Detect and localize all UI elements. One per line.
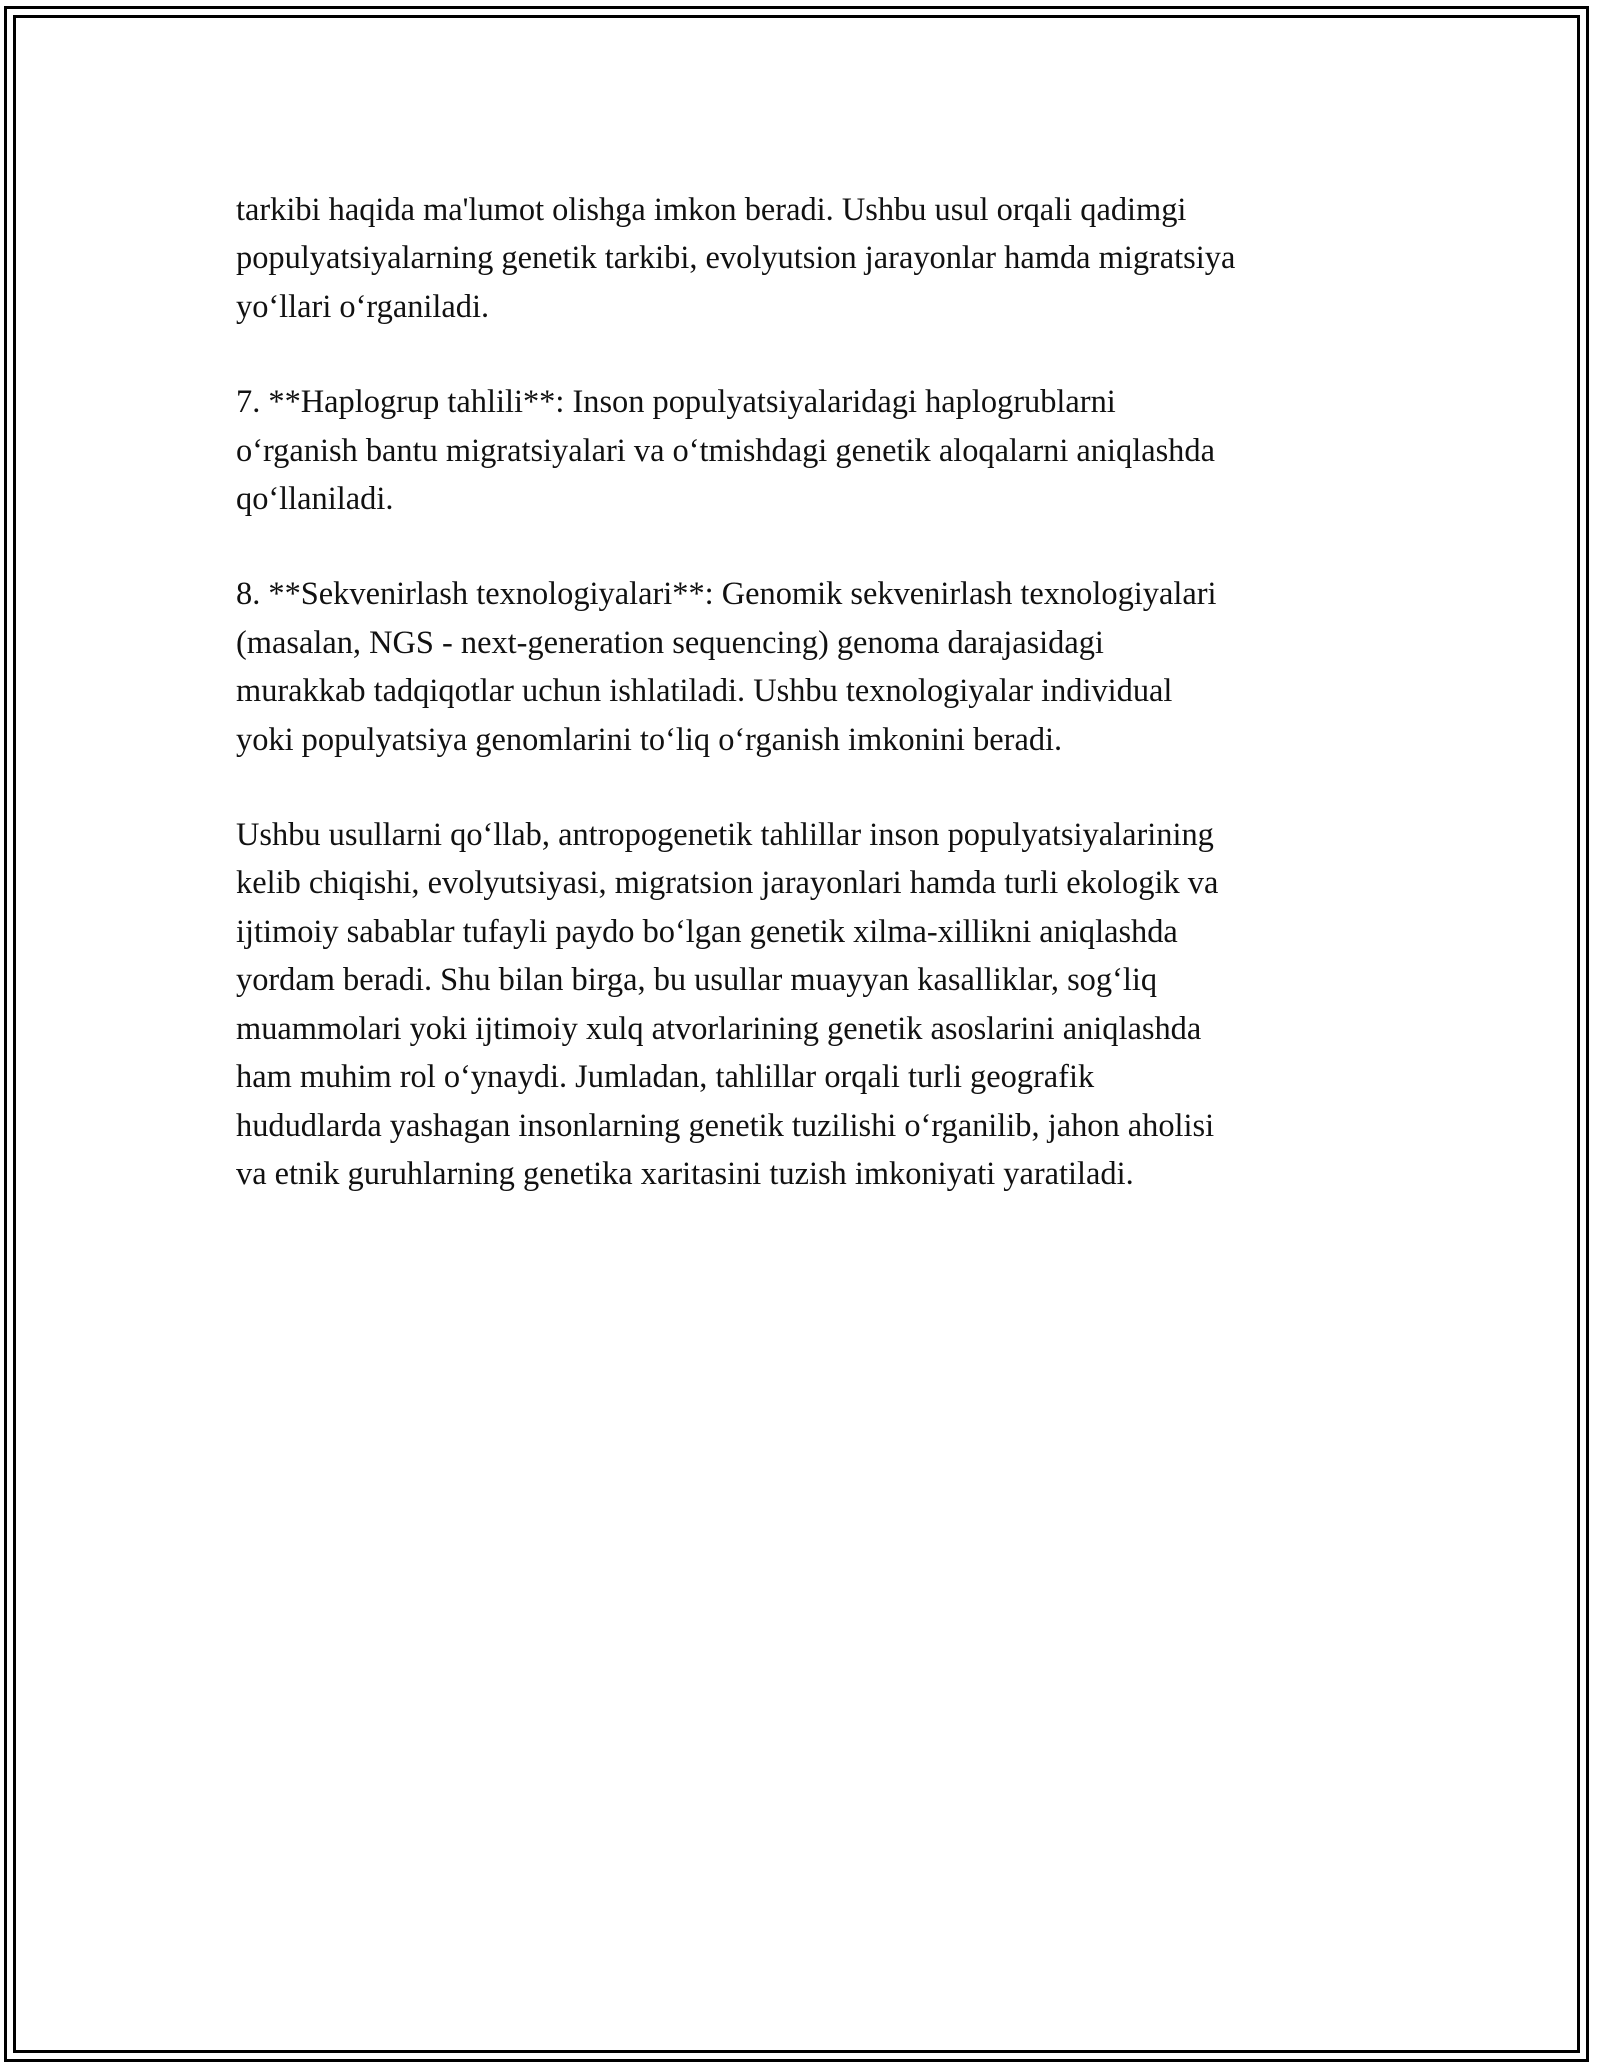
- text-line: yordam beradi. Shu bilan birga, bu usullar muayyan kasalliklar, sog‘liq: [236, 962, 1158, 999]
- text-line: ham muhim rol o‘ynaydi. Jumladan, tahlillar orqali turli geografik: [236, 1059, 1095, 1096]
- paragraph-haplogroup-analysis: [236, 378, 1396, 523]
- text-line: 8. **Sekvenirlash texnologiyalari**: Genomik sekvenirlash texnologiyalari: [236, 576, 1217, 613]
- text-line: yo‘llari o‘rganiladi.: [236, 288, 490, 325]
- text-line: kelib chiqishi, evolyutsiyasi, migratsion jarayonlari hamda turli ekologik va: [236, 865, 1219, 902]
- paragraph-sequencing-technologies: [236, 570, 1396, 764]
- paragraph-intro-continuation: [236, 186, 1396, 331]
- text-line: muammolari yoki ijtimoiy xulq atvorlarining genetik asoslarini aniqlashda: [236, 1010, 1202, 1047]
- text-line: Ushbu usullarni qo‘llab, antropogenetik tahlillar inson populyatsiyalarining: [236, 817, 1214, 854]
- document-body: [236, 186, 1396, 1245]
- text-line: va etnik guruhlarning genetika xaritasini tuzish imkoniyati yaratiladi.: [236, 1155, 1134, 1192]
- text-line: 7. **Haplogrup tahlili**: Inson populyatsiyalaridagi haplogrublarni: [236, 384, 1116, 421]
- text-line: yoki populyatsiya genomlarini to‘liq o‘rganish imkonini beradi.: [236, 721, 1063, 758]
- text-line: tarkibi haqida ma'lumot olishga imkon beradi. Ushbu usul orqali qadimgi: [236, 192, 1187, 228]
- text-line: hududlarda yashagan insonlarning genetik tuzilishi o‘rganilib, jahon aholisi: [236, 1107, 1215, 1144]
- text-line: qo‘llaniladi.: [236, 481, 394, 518]
- text-line: murakkab tadqiqotlar uchun ishlatiladi. Ushbu texnologiyalar individual: [236, 673, 1173, 710]
- text-line: o‘rganish bantu migratsiyalari va o‘tmishdagi genetik aloqalarni aniqlashda: [236, 432, 1215, 469]
- paragraph-conclusion: [236, 811, 1396, 1198]
- text-line: (masalan, NGS - next-generation sequencing) genoma darajasidagi: [236, 624, 1104, 661]
- text-line: ijtimoiy sabablar tufayli paydo bo‘lgan genetik xilma-xillikni aniqlashda: [236, 913, 1178, 950]
- text-line: populyatsiyalarning genetik tarkibi, evolyutsion jarayonlar hamda migratsiya: [236, 240, 1236, 277]
